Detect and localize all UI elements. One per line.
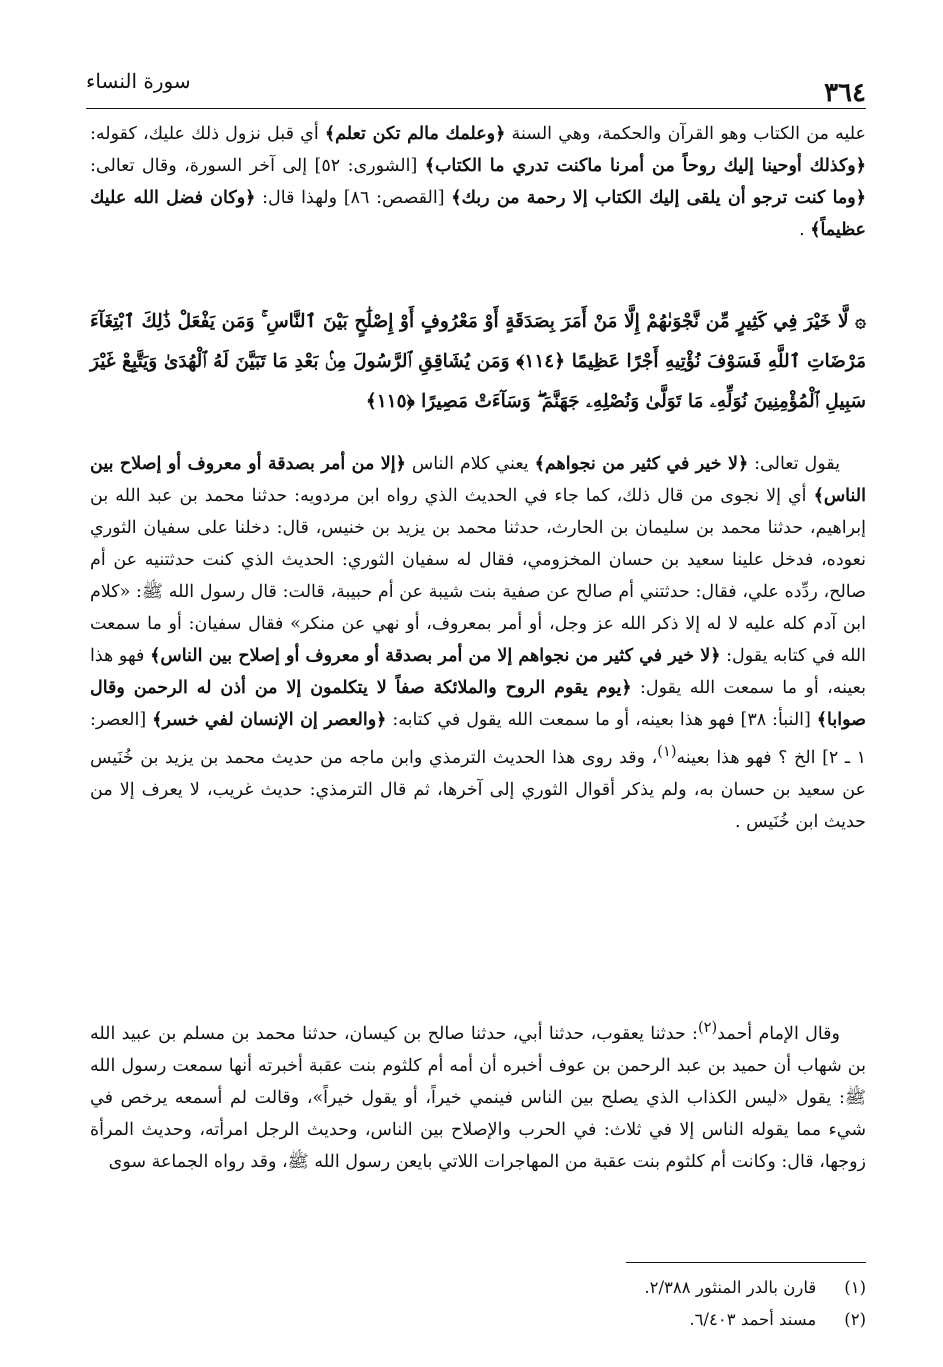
verse-text: ۞ لَّا خَيْرَ فِي كَثِيرٍ مِّن نَّجْوَىٰهُمْ إِلَّا مَنْ أَمَرَ بِصَدَقَةٍ أَوْ مَعْرُوفٍ أَوْ إِصْلَٰحٍ بَيْنَ ٱلنَّاسِ ۚ وَمَن يَفْعَلْ ذَٰلِكَ ٱبْتِغَآءَ مَرْضَاتِ ٱللَّهِ فَسَوْفَ نُؤْتِيهِ أَجْرًا عَظِيمًا ﴿١١٤﴾ وَمَن يُشَاقِقِ ٱلرَّسُولَ مِنۢ بَعْدِ مَا تَبَيَّنَ لَهُ ٱلْهُدَىٰ وَيَتَّبِعْ غَيْرَ سَبِيلِ ٱلْمُؤْمِنِينَ نُوَلِّهِۦ مَا تَوَلَّىٰ وَنُصْلِهِۦ جَهَنَّمَ ۖ وَسَآءَتْ مَصِيرًا ﴿١١٥﴾ bbox=[90, 311, 866, 412]
quran-quote: ﴿لا خير في كثير من نجواهم إلا من أمر بصدقة أو معروف أو إصلاح بين الناس﴾ bbox=[150, 646, 721, 666]
quran-quote: ﴿والعصر إن الإنسان لفي خسر﴾ bbox=[152, 710, 387, 730]
quran-quote: ﴿يوم يقوم الروح والملائكة صفاً لا يتكلمون إلا من أذن له الرحمن وقال صوابا﴾ bbox=[90, 678, 866, 730]
commentary-block-3 bbox=[90, 1012, 866, 1178]
page-number: ٣٦٤ bbox=[824, 78, 866, 108]
quran-quote: ﴿وكان فضل الله عليك عظيماً﴾ bbox=[90, 188, 866, 240]
quran-quote: ﴿إلا من أمر بصدقة أو معروف أو إصلاح بين الناس﴾ bbox=[90, 454, 866, 506]
paragraph: وقال الإمام أحمد$^{(٢)}$: حدثنا يعقوب، حدثنا أبي، حدثنا صالح بن كيسان، حدثنا محمد بن مسلم بن عبيد الله بن شهاب أن حميد بن عبد الرحمن بن عوف أخبره أن أمه أم كلثوم بنت عقبة أخبرته أنها سمعت رسول الله ﷺ: يقول «ليس الكذاب الذي يصلح بين الناس فينمي خيراً، أو يقول خيراً»، وقالت لم أسمعه يرخص في شيء مما يقوله الناس إلا في ثلاث: في الحرب والإصلاح بين الناس، وحديث الرجل امرأته، وحديث المرأة زوجها، قال: وكانت أم كلثوم بنت عقبة من المهاجرات اللاتي بايعن رسول الله ﷺ، وقد رواه الجماعة سوى bbox=[90, 1019, 866, 1172]
footnote-ref: (١) bbox=[657, 743, 677, 760]
footnote-text: قارن بالدر المنثور ٢/٣٨٨. bbox=[644, 1278, 817, 1297]
quran-quote: ﴿لا خير في كثير من نجواهم﴾ bbox=[534, 454, 749, 474]
commentary-block-2 bbox=[90, 448, 866, 838]
surah-name: سورة النساء bbox=[86, 69, 191, 93]
footnote-rule bbox=[626, 1262, 866, 1263]
page-header bbox=[86, 68, 866, 112]
commentary-block-1 bbox=[90, 118, 866, 246]
footnote-item bbox=[400, 1272, 866, 1304]
footnote-item bbox=[400, 1304, 866, 1336]
quran-quote: ﴿وما كنت ترجو أن يلقى إليك الكتاب إلا رحمة من ربك﴾ bbox=[451, 188, 866, 208]
footnote-number: (١) bbox=[844, 1278, 866, 1297]
footnote-ref: (٢) bbox=[697, 1019, 718, 1036]
quran-quote: ﴿وعلمك مالم تكن تعلم﴾ bbox=[324, 124, 506, 144]
quran-quote: ﴿وكذلك أوحينا إليك روحاً من أمرنا ماكنت تدري ما الكتاب﴾ bbox=[424, 156, 867, 176]
footnotes bbox=[400, 1272, 866, 1336]
quran-verse-block bbox=[90, 302, 866, 422]
footnote-number: (٢) bbox=[844, 1310, 866, 1329]
paragraph: عليه من الكتاب وهو القرآن والحكمة، وهي السنة ﴿وعلمك مالم تكن تعلم﴾ أي قبل نزول ذلك عليك، كقوله: ﴿وكذلك أوحينا إليك روحاً من أمرنا ماكنت تدري ما الكتاب﴾ [الشورى: ٥٢] إلى آخر السورة، وقال تعالى: ﴿وما كنت ترجو أن يلقى إليك الكتاب إلا رحمة من ربك﴾ [القصص: ٨٦] ولهذا قال: ﴿وكان فضل الله عليك عظيماً﴾ . bbox=[90, 124, 867, 240]
footnote-text: مسند أحمد ٦/٤٠٣. bbox=[689, 1310, 817, 1329]
paragraph: يقول تعالى: ﴿لا خير في كثير من نجواهم﴾ يعني كلام الناس ﴿إلا من أمر بصدقة أو معروف أو إصلاح بين الناس﴾ أي إلا نجوى من قال ذلك، كما جاء في الحديث الذي رواه ابن مردويه: حدثنا محمد بن عبد الله بن إبراهيم، حدثنا محمد بن سليمان بن الحارث، حدثنا محمد بن يزيد بن خنيس، قال: دخلنا على سفيان الثوري نعوده، فدخل علينا سعيد بن حسان المخزومي، فقال له سفيان الثوري: الحديث الذي كنت حدثتنيه عن أم صالح، ردِّده علي، فقال: حدثتني أم صالح عن صفية بنت شيبة عن أم حبيبة، قالت: قال رسول الله ﷺ: «كلام ابن آدم كله عليه لا له إلا ذكر الله عز وجل، أو أمر بمعروف، أو نهي عن منكر» فقال سفيان: أو ما سمعت الله في كتابه يقول: ﴿لا خير في كثير من نجواهم إلا من أمر بصدقة أو معروف أو إصلاح بين الناس﴾ فهو هذا بعينه، أو ما سمعت الله يقول: ﴿يوم يقوم الروح والملائكة صفاً لا يتكلمون إلا من أذن له الرحمن وقال صوابا﴾ [النبأ: ٣٨] فهو هذا بعينه، أو ما سمعت الله يقول في كتابه: ﴿والعصر إن الإنسان لفي خسر﴾ [العصر: ١ ـ ٢] الخ ؟ فهو هذا بعينه$^{(١)}$، وقد روى هذا الحديث الترمذي وابن ماجه من حديث محمد بن يزيد بن خُنَيس عن سعيد بن حسان به، ولم يذكر أقوال الثوري إلى آخرها، ثم قال الترمذي: حديث غريب، لا يعرف إلا من حديث ابن خُنَيس . bbox=[90, 454, 866, 832]
header-rule bbox=[86, 108, 866, 109]
